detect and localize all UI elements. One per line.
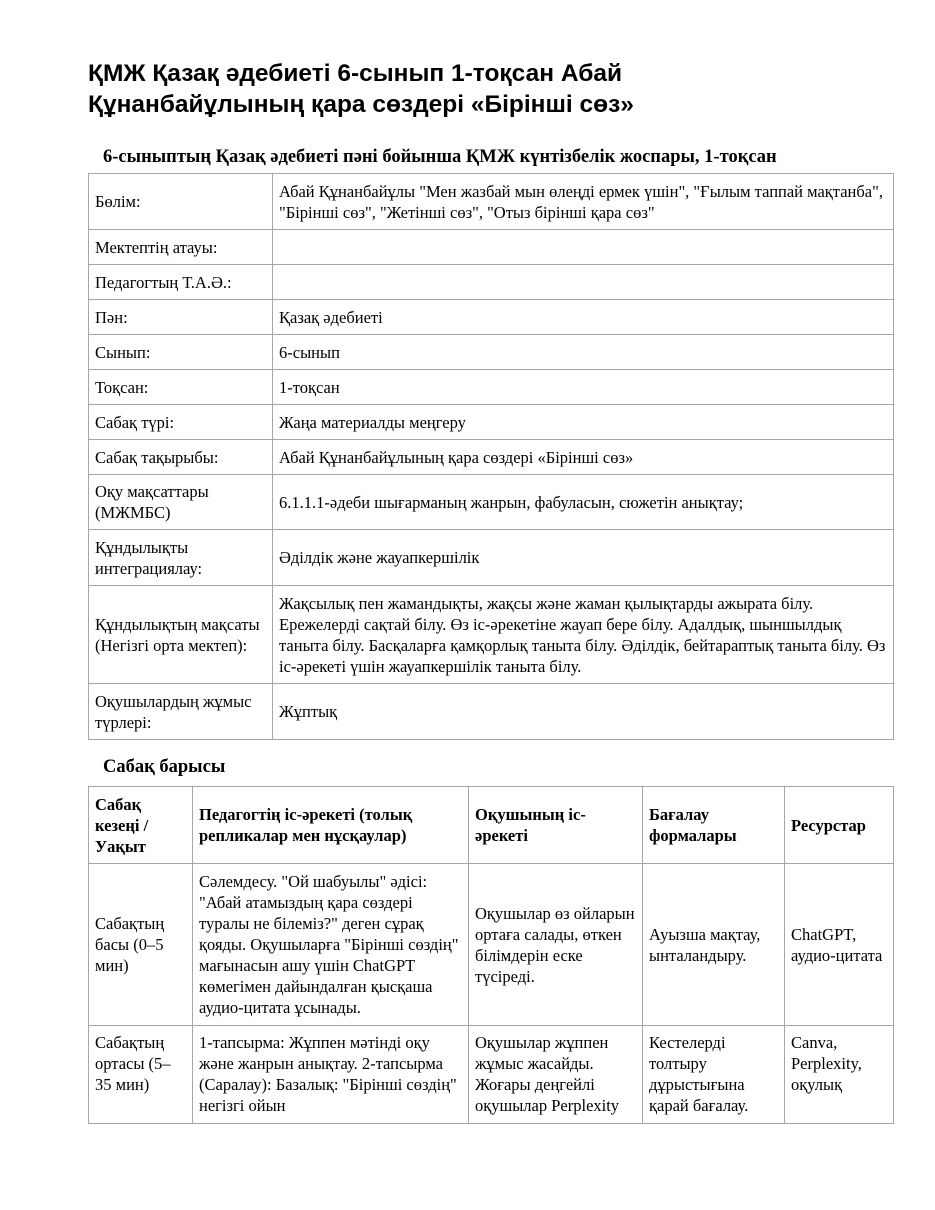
flow-header-student: Оқушының іс-әрекеті: [469, 787, 643, 864]
flow-header-assessment: Бағалау формалары: [643, 787, 785, 864]
flow-row: [89, 864, 894, 1026]
info-row: [89, 475, 894, 530]
info-value: 1-тоқсан: [273, 370, 894, 405]
info-value: Жақсылық пен жамандықты, жақсы және жаман қылықтарды ажырата білу. Ережелерді сақтай білу. Өз іс-әрекетіне жауап бере білу. Адалдық, шыншылдық таныта білу. Басқаларға қамқорлық таныта білу. Әділдік, бейтараптық таныта білу. Өз іс-әрекеті үшін жауапкершілік таныта білу.: [273, 586, 894, 684]
flow-header-row: [89, 787, 894, 864]
info-value: Абай Құнанбайұлы "Мен жазбай мын өлеңді ермек үшін", "Ғылым таппай мақтанба", "Бірінші сөз", "Жетінші сөз", "Отыз бірінші қара сөз": [273, 174, 894, 230]
info-label: Құндылықтың мақсаты (Негізгі орта мектеп):: [89, 586, 273, 684]
info-row: [89, 335, 894, 370]
flow-header-resources: Ресурстар: [785, 787, 894, 864]
flow-resources: Canva, Perplexity, оқулық: [785, 1026, 894, 1124]
info-value: Жаңа материалды меңгеру: [273, 405, 894, 440]
info-value: Жұптық: [273, 684, 894, 740]
info-label: Оқушылардың жұмыс түрлері:: [89, 684, 273, 740]
plan-heading: 6-сыныптың Қазақ әдебиеті пәні бойынша ҚМЖ күнтізбелік жоспары, 1-тоқсан: [103, 147, 777, 167]
lesson-flow-heading: Сабақ барысы: [103, 757, 226, 777]
info-row: [89, 230, 894, 265]
info-label: Мектептің атауы:: [89, 230, 273, 265]
flow-student-action: Оқушылар жұппен жұмыс жасайды. Жоғары деңгейлі оқушылар Perplexity: [469, 1026, 643, 1124]
info-label: Тоқсан:: [89, 370, 273, 405]
info-label: Сынып:: [89, 335, 273, 370]
info-label: Құндылықты интеграциялау:: [89, 530, 273, 586]
lesson-flow-table: [88, 786, 894, 1124]
flow-assessment: Кестелерді толтыру дұрыстығына қарай бағалау.: [643, 1026, 785, 1124]
info-label: Сабақ тақырыбы:: [89, 440, 273, 475]
info-row: [89, 300, 894, 335]
info-row: [89, 265, 894, 300]
info-row: [89, 370, 894, 405]
flow-student-action: Оқушылар өз ойларын ортаға салады, өткен білімдерін еске түсіреді.: [469, 864, 643, 1026]
lesson-info-table: [88, 173, 894, 740]
info-label: Пән:: [89, 300, 273, 335]
document-page: [88, 58, 893, 1124]
info-row: [89, 684, 894, 740]
info-value: [273, 265, 894, 300]
info-value: [273, 230, 894, 265]
flow-stage: Сабақтың ортасы (5–35 мин): [89, 1026, 193, 1124]
info-row: [89, 440, 894, 475]
flow-assessment: Ауызша мақтау, ынталандыру.: [643, 864, 785, 1026]
document-title: ҚМЖ Қазақ әдебиеті 6-сынып 1-тоқсан Абай Құнанбайұлының қара сөздері «Бірінші сөз»: [88, 60, 634, 118]
flow-teacher-action: Сәлемдесу. "Ой шабуылы" әдісі: "Абай атамыздың қара сөздері туралы не білеміз?" деген сұрақ қояды. Оқушыларға "Бірінші сөздің" мағынасын ашу үшін ChatGPT көмегімен дайындалған қысқаша аудио-цитата ұсынады.: [193, 864, 469, 1026]
flow-row: [89, 1026, 894, 1124]
flow-stage: Сабақтың басы (0–5 мин): [89, 864, 193, 1026]
flow-teacher-action: 1-тапсырма: Жұппен мәтінді оқу және жанрын анықтау. 2-тапсырма (Саралау): Базалық: "Бірінші сөздің" негізгі ойын: [193, 1026, 469, 1124]
info-value: 6-сынып: [273, 335, 894, 370]
info-row: [89, 405, 894, 440]
flow-header-teacher: Педагогтің іс-әрекеті (толық репликалар мен нұсқаулар): [193, 787, 469, 864]
flow-header-stage: Сабақ кезеңі / Уақыт: [89, 787, 193, 864]
info-label: Оқу мақсаттары (МЖМБС): [89, 475, 273, 530]
info-value: Әділдік және жауапкершілік: [273, 530, 894, 586]
info-row: [89, 586, 894, 684]
info-row: [89, 174, 894, 230]
info-label: Бөлім:: [89, 174, 273, 230]
info-value: 6.1.1.1-әдеби шығарманың жанрын, фабуласын, сюжетін анықтау;: [273, 475, 894, 530]
info-row: [89, 530, 894, 586]
info-label: Педагогтың Т.А.Ә.:: [89, 265, 273, 300]
info-value: Абай Құнанбайұлының қара сөздері «Бірінші сөз»: [273, 440, 894, 475]
info-value: Қазақ әдебиеті: [273, 300, 894, 335]
info-label: Сабақ түрі:: [89, 405, 273, 440]
flow-resources: ChatGPT, аудио-цитата: [785, 864, 894, 1026]
